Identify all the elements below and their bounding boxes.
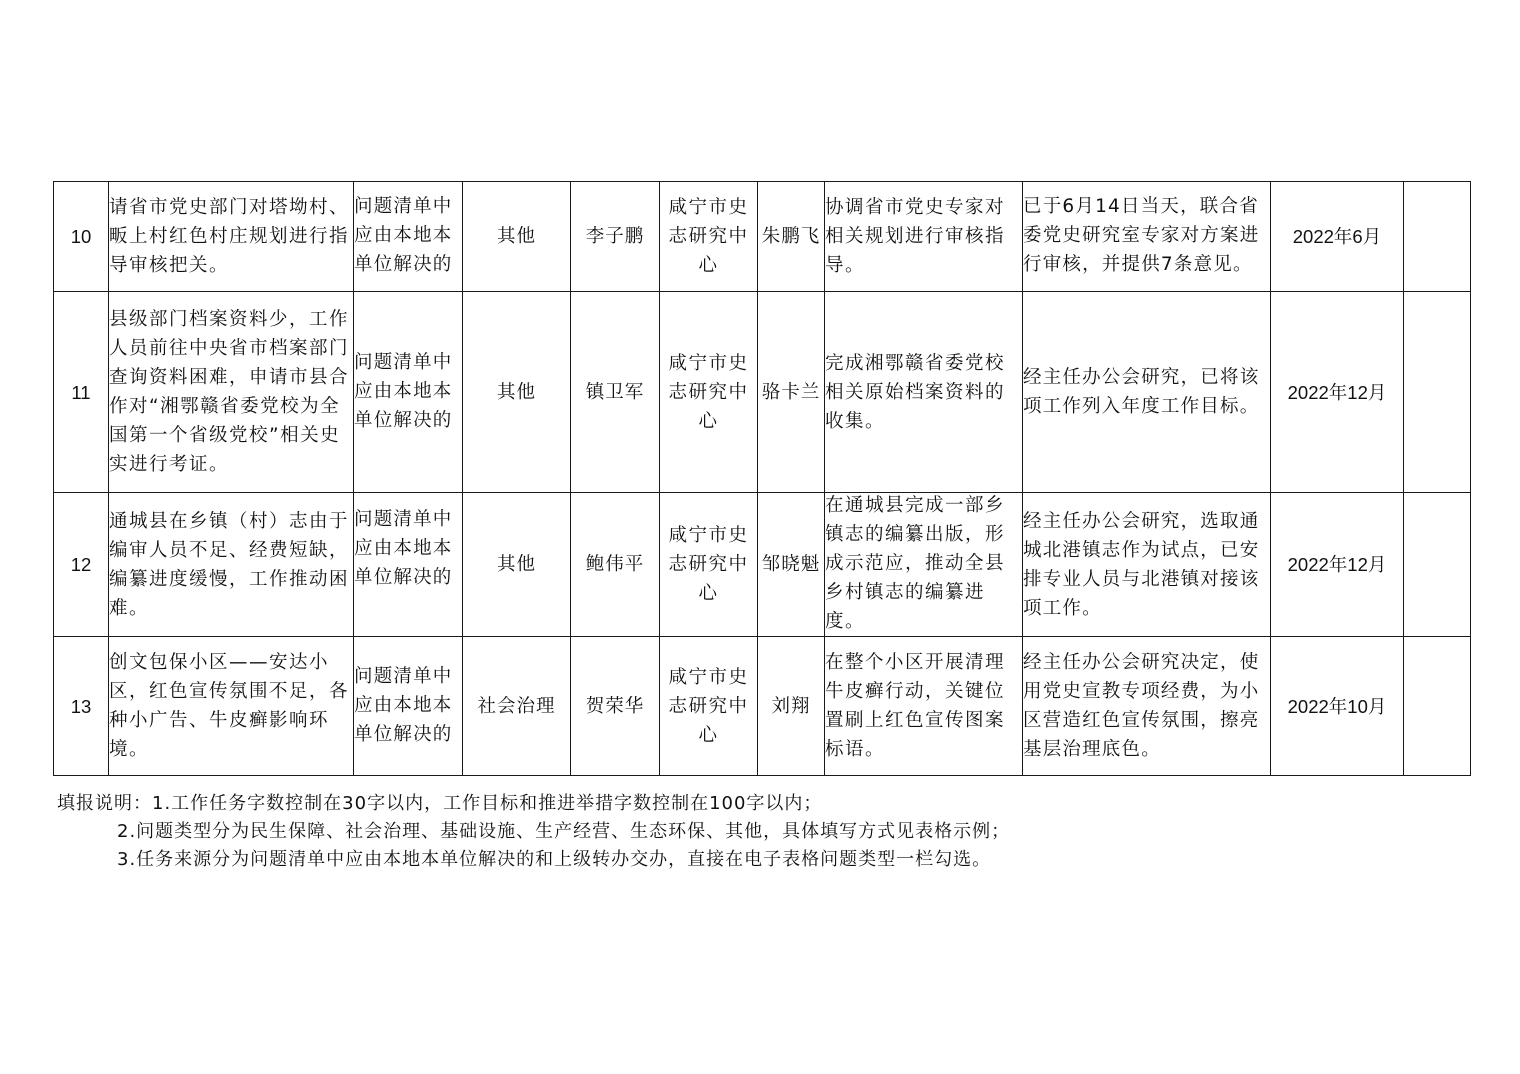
goal-cell [825,637,1023,776]
source-cell [354,493,463,637]
source-cell [354,292,463,493]
goal-text: 协调省市党史专家对相关规划进行审核指导。 [825,197,1006,276]
date-cell: 2022年10月 [1271,637,1404,776]
row-number: 11 [54,292,109,493]
type-cell: 社会治理 [463,637,571,776]
measures-cell [1023,637,1271,776]
goal-text: 完成湘鄂赣省委党校相关原始档案资料的收集。 [825,352,1006,432]
goal-text: 在通城县完成一部乡镇志的编纂出版，形成示范应，推动全县乡村镇志的编纂进度。 [825,495,1006,632]
unit-cell [660,182,758,292]
measures-cell [1023,182,1271,292]
measures-text: 经主任办公会研究，已将该项工作列入年度工作目标。 [1023,367,1260,417]
unit-cell [660,292,758,493]
unit-text: 咸宁市史志研究中心 [668,352,749,432]
type-cell: 其他 [463,182,571,292]
measures-text: 经主任办公会研究决定，使用党史宣教专项经费，为小区营造红色宣传氛围，擦亮基层治理底色。 [1023,652,1260,760]
source-text: 问题清单中应由本地本单位解决的 [354,351,453,431]
measures-cell [1023,292,1271,493]
task-text: 县级部门档案资料少，工作人员前往中央省市档案部门查询资料困难，申请市县合作对“湘鄂赣省委党校为全国第一个省级党校”相关史实进行考证。 [109,309,350,475]
row-number: 12 [54,493,109,637]
goal-text: 在整个小区开展清理牛皮癣行动，关键位置刷上红色宣传图案标语。 [825,652,1006,760]
source-text: 问题清单中应由本地本单位解决的 [354,665,453,745]
table-row [54,637,1471,776]
row-number: 13 [54,637,109,776]
owner-cell: 李子鹏 [571,182,660,292]
instruction-line-3: 3.任务来源分为问题清单中应由本地本单位解决的和上级转办交办，直接在电子表格问题类型一栏勾选。 [117,849,992,870]
table-row [54,182,1471,292]
unit-text: 咸宁市史志研究中心 [668,197,749,276]
table-row [54,493,1471,637]
task-cell [109,493,354,637]
task-text: 请省市党史部门对塔坳村、畈上村红色村庄规划进行指导审核把关。 [109,197,350,276]
unit-text: 咸宁市史志研究中心 [668,525,749,604]
note-cell [1404,637,1471,776]
source-text: 问题清单中应由本地本单位解决的 [354,509,453,588]
source-text: 问题清单中应由本地本单位解决的 [354,196,453,275]
row-number: 10 [54,182,109,292]
table-row [54,292,1471,493]
source-cell [354,182,463,292]
measures-text: 已于6月14日当天，联合省委党史研究室专家对方案进行审核，并提供7条意见。 [1023,196,1260,275]
measures-text: 经主任办公会研究，选取通城北港镇志作为试点，已安排专业人员与北港镇对接该项工作。 [1023,510,1260,619]
owner-cell: 贺荣华 [571,637,660,776]
goal-cell [825,292,1023,493]
instruction-line-1: 填报说明：1.工作任务字数控制在30字以内，工作目标和推进举措字数控制在100字以内； [57,793,823,814]
note-cell [1404,182,1471,292]
lead-cell: 骆卡兰 [758,292,825,493]
note-cell [1404,292,1471,493]
fill-instructions [57,790,1497,874]
lead-cell: 邹晓魁 [758,493,825,637]
unit-cell [660,637,758,776]
task-cell [109,637,354,776]
unit-cell [660,493,758,637]
lead-cell: 朱鹏飞 [758,182,825,292]
measures-cell [1023,493,1271,637]
type-cell: 其他 [463,493,571,637]
date-cell: 2022年6月 [1271,182,1404,292]
owner-cell: 鲍伟平 [571,493,660,637]
note-cell [1404,493,1471,637]
source-cell [354,637,463,776]
task-cell [109,292,354,493]
goal-cell [825,182,1023,292]
lead-cell: 刘翔 [758,637,825,776]
date-cell: 2022年12月 [1271,292,1404,493]
instruction-line-2: 2.问题类型分为民生保障、社会治理、基础设施、生产经营、生态环保、其他，具体填写方式见表格示例； [117,821,1011,842]
task-text: 创文包保小区——安达小区，红色宣传氛围不足，各种小广告、牛皮癣影响环境。 [109,652,350,760]
task-table [53,181,1471,776]
task-text: 通城县在乡镇（村）志由于编审人员不足、经费短缺，编纂进度缓慢，工作推动困难。 [109,510,350,619]
unit-text: 咸宁市史志研究中心 [668,666,749,746]
type-cell: 其他 [463,292,571,493]
date-cell: 2022年12月 [1271,493,1404,637]
owner-cell: 镇卫军 [571,292,660,493]
task-cell [109,182,354,292]
goal-cell [825,493,1023,637]
